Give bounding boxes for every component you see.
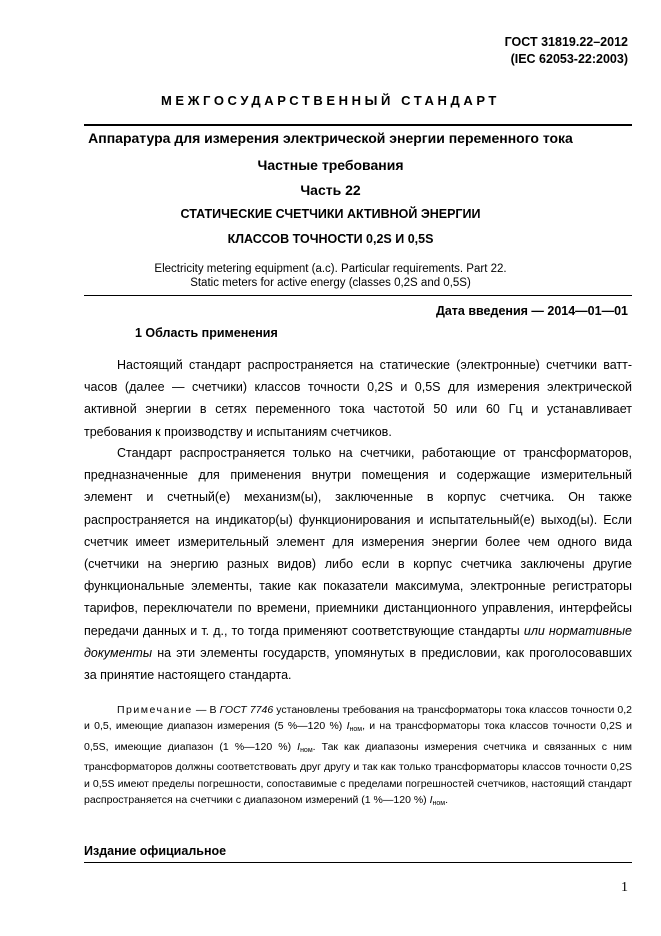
document-header xyxy=(505,34,628,68)
edition-label: Издание официальное xyxy=(84,844,227,858)
paragraph-2-text-a: Стандарт распространяется только на счетчики, работающие от трансформаторов, предназначенные для применения внутри помещения и содержащие измерительный элемент и счетный(е) механизм(ы), заключенные в корпус счетчика. Он также распространяется на индикатор(ы) функционирования и испытательный(е) выход(ы). Если счетчик имеет измерительный элемент для измерения энергии более чем одного вида (счетчики на энергию разных видов) либо если в корпус счетчика заключены другие функциональные элементы, такие как показатели максимума, электронные регистраторы тарифов, переключатели по времени, приемники дистанционного управления, интерфейсы передачи данных и т. д., то тогда применяют соответствующие стандарты xyxy=(84,446,632,638)
title-caps-2: КЛАССОВ ТОЧНОСТИ 0,2S И 0,5S xyxy=(227,232,434,246)
title-english-2: Static meters for active energy (classes 0,2S and 0,5S) xyxy=(190,277,471,289)
title-sub: Частные требования xyxy=(257,157,404,173)
paragraph-1: Настоящий стандарт распространяется на статические (электронные) счетчики ватт-часов (далее — счетчики) классов точности 0,2S и 0,5S для измерения электрической активной энергии в сетях переменного тока частотой 50 или 60 Гц и устанавливает требования к производству и испытаниям счетчиков. xyxy=(84,358,632,439)
edition-rule xyxy=(84,862,632,863)
paragraph-2 xyxy=(84,442,632,686)
title-part: Часть 22 xyxy=(300,182,361,198)
note-label: Примечание xyxy=(117,704,193,716)
standard-type: МЕЖГОСУДАРСТВЕННЫЙ СТАНДАРТ xyxy=(161,93,500,108)
paragraph-2-text-b: на эти элементы государств, упомянутых в предисловии, как проголосовавших за принятие настоящего стандарта. xyxy=(84,645,632,683)
paragraph-2-italic: или нормативные документы xyxy=(84,623,632,660)
introduction-date: Дата введения — 2014—01—01 xyxy=(435,304,628,318)
title-rule xyxy=(84,295,632,296)
section-heading: 1 Область применения xyxy=(135,326,278,340)
title-caps-1: СТАТИЧЕСКИЕ СЧЕТЧИКИ АКТИВНОЙ ЭНЕРГИИ xyxy=(180,207,481,221)
iec-number: (IEC 62053-22:2003) xyxy=(510,52,628,66)
top-rule xyxy=(84,124,632,126)
title-main: Аппаратура для измерения электрической энергии переменного тока xyxy=(88,130,573,146)
note: Примечание — В ГОСТ 7746 установлены требования на трансформаторы тока классов точности 0,2 и 0,5, имеющие диапазон измерения (5 %—120 %) $I_{ном}$, и на трансформаторы тока классов точности 0,2S и 0,5S, имеющие диапазон (1 %—120 %) $I_{ном}$. Так как диапазоны измерения счетчика и связанных с ним трансформаторов должны соответствовать друг другу и так как только трансформаторы классов точности 0,2S и 0,5S имеют пределы погрешности, сопоставимые с пределами погрешностей счетчиков, настоящий стандарт распространяется на счетчики с диапазоном измерений (1 %—120 %) $I_{ном}$. xyxy=(84,704,632,808)
note-gost-ref: ГОСТ 7746 xyxy=(219,704,274,716)
page-number: 1 xyxy=(621,880,628,895)
gost-number: ГОСТ 31819.22–2012 xyxy=(504,35,628,49)
title-english-1: Electricity metering equipment (a.c). Particular requirements. Part 22. xyxy=(154,263,507,275)
